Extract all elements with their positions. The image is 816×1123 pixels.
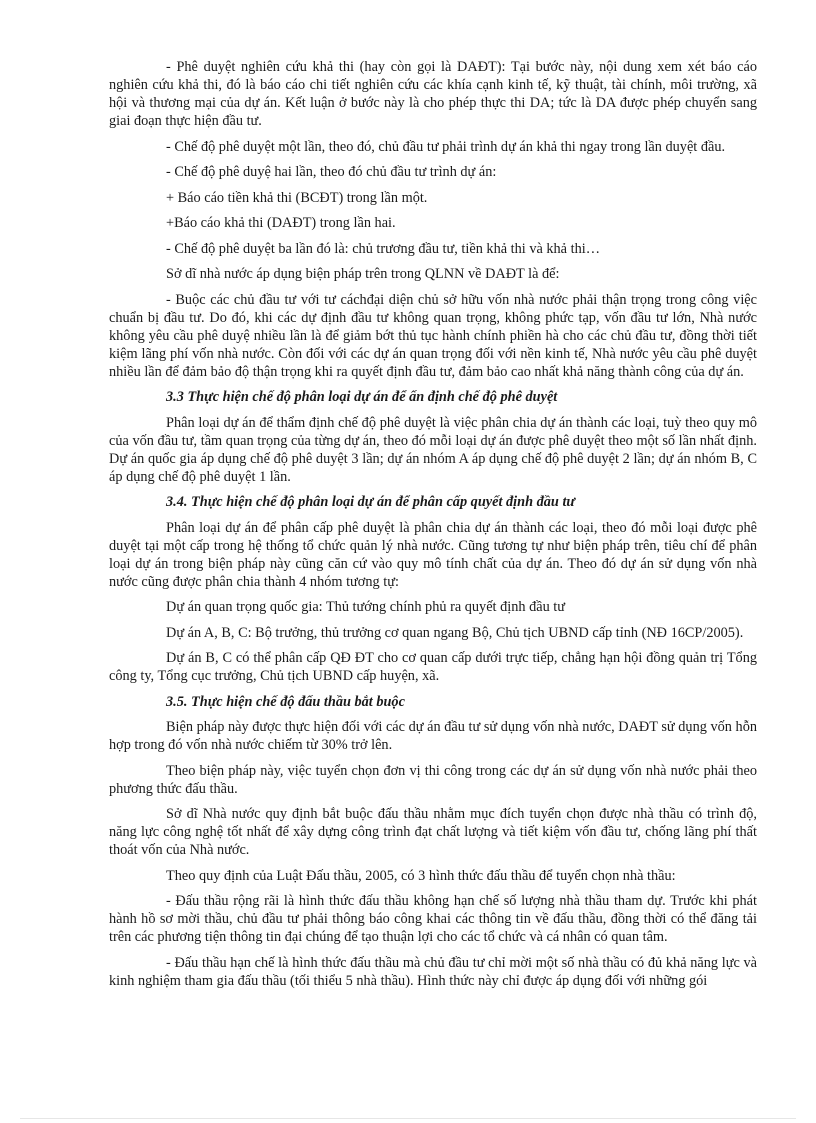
paragraph-reason-detail: - Buộc các chủ đầu tư với tư cáchđại diện chủ sở hữu vốn nhà nước phải thận trọng trong công việc chuẩn bị đầu tư. Do đó, khi các dự định đầu tư không quan trọng, không phức tạp, vốn đầu tư lớn, Nhà nước không yêu cầu phê duyệ nhiều lần là để giảm bớt thủ tục hành chính phiền hà cho các chủ đầu tư, đồng thời tiết kiệm lãng phí vốn nhà nước. Còn đối với các dự án quan trọng đối với nền kinh tế, Nhà nước yêu cầu phê duyệt nhiều lần để đảm bảo độ thận trọng khi ra quyết định đầu tư, đảm bảo cao nhất khả năng thành công của dự án. bbox=[109, 291, 757, 380]
paragraph-approve-feasibility: - Phê duyệt nghiên cứu khả thi (hay còn gọi là DAĐT): Tại bước này, nội dung xem xét báo cáo nghiên cứu khả thi, đó là báo cáo chi tiết nghiên cứu các khía cạnh kinh tế, kỹ thuật, tài chính, môi trường, xã hội và thương mại của dự án. Kết luận ở bước này là cho phép thực thi DA; tức là DA được phép chuyển sang giai đoạn thực hiện đầu tư. bbox=[109, 59, 757, 129]
paragraph-classification-decentralization: Phân loại dự án để phân cấp phê duyệt là phân chia dự án thành các loại, theo đó mỗi loại được phê duyệt tại một cấp trong hệ thống tổ chức quản lý nhà nước. Cũng tương tự như biện pháp trên, tiêu chí để phân loại dự án trong biện pháp này cũng căn cứ vào quy mô tính chất của dự án. Theo đó dự án sử dụng vốn nhà nước cũng được phân chia thành 4 nhóm tương tự: bbox=[109, 519, 757, 590]
page-bottom-divider bbox=[20, 1118, 796, 1119]
paragraph-reason-intro: Sở dĩ nhà nước áp dụng biện pháp trên trong QLNN về DAĐT là để: bbox=[166, 266, 560, 282]
paragraph-bidding-method: Theo biện pháp này, việc tuyển chọn đơn vị thi công trong các dự án sử dụng vốn nhà nước phải theo phương thức đấu thầu. bbox=[109, 762, 757, 797]
document-page bbox=[109, 58, 757, 997]
paragraph-classification-approval: Phân loại dự án để thẩm định chế độ phê duyệt là việc phân chia dự án thành các loại, tuỳ theo quy mô của vốn đầu tư, tầm quan trọng của từng dự án, theo đó mỗi loại dự án được phê duyệt theo một số lần nhất định. Dự án quốc gia áp dụng chế độ phê duyệt 3 lần; dự án nhóm A áp dụng chế độ phê duyệt 2 lần; dự án nhóm B, C áp dụng chế độ phê duyệt 1 lần. bbox=[109, 414, 757, 485]
paragraph-open-bidding: - Đấu thầu rộng rãi là hình thức đấu thầu không hạn chế số lượng nhà thầu tham dự. Trước khi phát hành hồ sơ mời thầu, chủ đầu tư phải thông báo công khai các thông tin về đấu thầu, đồng thời có thể đăng tải trên các phương tiện thông tin đại chúng để tạo thuận lợi cho các tổ chức và cá nhân có quan tâm. bbox=[109, 893, 757, 945]
paragraph-bidding-scope: Biện pháp này được thực hiện đối với các dự án đầu tư sử dụng vốn nhà nước, DAĐT sử dụng vốn hỗn hợp trong đó vốn nhà nước chiếm từ 30% trở lên. bbox=[109, 719, 757, 753]
paragraph-projects-abc: Dự án A, B, C: Bộ trưởng, thủ trưởng cơ quan ngang Bộ, Chủ tịch UBND cấp tỉnh (NĐ 16CP/2005). bbox=[166, 624, 744, 641]
paragraph-pre-feasibility-report: + Báo cáo tiền khả thi (BCĐT) trong lần một. bbox=[166, 189, 428, 206]
paragraph-two-time-approval: - Chế độ phê duyệ hai lần, theo đó chủ đầu tư trình dự án: bbox=[166, 164, 497, 180]
paragraph-restricted-bidding: - Đấu thầu hạn chế là hình thức đấu thầu mà chủ đầu tư chỉ mời một số nhà thầu có đủ khả năng lực và kinh nghiệm tham gia đấu thầu (tối thiểu 5 nhà thầu). Hình thức này chỉ được áp dụng đối với những gói bbox=[109, 954, 757, 989]
paragraph-national-projects: Dự án quan trọng quốc gia: Thủ tướng chính phủ ra quyết định đầu tư bbox=[166, 599, 566, 615]
section-heading-3-5: 3.5. Thực hiện chế độ đấu thầu bắt buộc bbox=[166, 693, 405, 710]
section-heading-3-4: 3.4. Thực hiện chế độ phân loại dự án để phân cấp quyết định đầu tư bbox=[166, 494, 575, 510]
paragraph-feasibility-report: +Báo cáo khả thi (DAĐT) trong lần hai. bbox=[166, 215, 396, 231]
paragraph-one-time-approval: - Chế độ phê duyệt một lần, theo đó, chủ đầu tư phải trình dự án khả thi ngay trong lần duyệt đầu. bbox=[166, 138, 726, 155]
paragraph-three-time-approval: - Chế độ phê duyệt ba lần đó là: chủ trương đầu tư, tiền khả thi và khả thi… bbox=[166, 240, 600, 257]
paragraph-bidding-purpose: Sở dĩ Nhà nước quy định bắt buộc đấu thầu nhằm mục đích tuyển chọn được nhà thầu có trình độ, năng lực công nghệ tốt nhất để xây dựng công trình đạt chất lượng và tiết kiệm vốn đầu tư, chống lãng phí thất thoát vốn của Nhà nước. bbox=[109, 806, 757, 858]
paragraph-bidding-law: Theo quy định của Luật Đấu thầu, 2005, có 3 hình thức đấu thầu để tuyển chọn nhà thầu: bbox=[166, 867, 676, 884]
section-heading-3-3: 3.3 Thực hiện chế độ phân loại dự án để ấn định chế độ phê duyệt bbox=[166, 389, 558, 405]
paragraph-projects-bc: Dự án B, C có thể phân cấp QĐ ĐT cho cơ quan cấp dưới trực tiếp, chẳng hạn hội đồng quản trị Tổng công ty, Tổng cục trưởng, Chủ tịch UBND cấp huyện, xã. bbox=[109, 650, 757, 684]
